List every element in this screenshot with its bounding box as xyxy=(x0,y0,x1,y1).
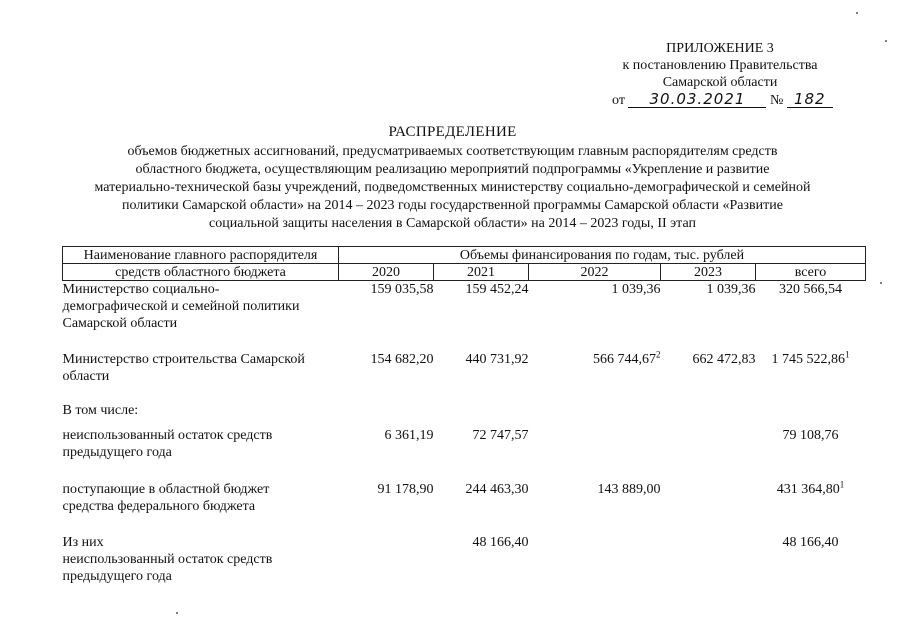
cell-2020 xyxy=(339,534,434,590)
footnote-mark: 2 xyxy=(656,348,661,359)
cell-total xyxy=(756,478,866,534)
appendix-line-2: Самарской области xyxy=(662,75,778,90)
subtitle-line: областного бюджета, осуществляющим реализацию мероприятий подпрограммы «Укрепление и развитие xyxy=(135,162,770,177)
subtitle-line: политики Самарской области» на 2014 – 2023 годы государственной программы Самарской области «Развитие xyxy=(122,198,783,213)
row-name: поступающие в областной бюджет средства федерального бюджета xyxy=(62,481,270,514)
cell-2023: 662 472,83 xyxy=(692,351,756,367)
row-name: неиспользованный остаток средств предыдущего года xyxy=(62,427,273,460)
column-header-2023: 2023 xyxy=(661,264,756,281)
date-prefix: от xyxy=(612,93,625,108)
document-subtitle xyxy=(50,143,855,233)
cell-2022: 1 039,36 xyxy=(611,282,661,297)
cell-2020: 159 035,58 xyxy=(370,282,434,297)
cell-2021: 244 463,30 xyxy=(465,481,529,497)
row-name: Из них неиспользованный остаток средств предыдущего года xyxy=(62,534,273,584)
handwritten-number: 182 xyxy=(787,92,833,108)
cell-2021: 440 731,92 xyxy=(465,351,529,367)
row-name: Министерство строительства Самарской области xyxy=(62,351,305,384)
cell-2023 xyxy=(661,481,756,534)
column-header-2021: 2021 xyxy=(434,264,529,281)
number-prefix: № xyxy=(769,93,784,108)
cell-2022: 143 889,00 xyxy=(597,481,661,497)
cell-2023 xyxy=(661,427,756,481)
table-row xyxy=(63,534,866,590)
cell-2021: 48 166,40 xyxy=(472,534,529,550)
document-title: РАСПРЕДЕЛЕНИЕ xyxy=(388,124,517,140)
scan-speck xyxy=(885,40,887,42)
cell-2021: 72 747,57 xyxy=(472,427,529,443)
appendix-block xyxy=(590,40,850,109)
column-header-2022: 2022 xyxy=(529,264,661,281)
table-row xyxy=(63,351,866,402)
scan-speck xyxy=(856,12,858,14)
cell-2023: 1 039,36 xyxy=(706,282,756,297)
appendix-heading: ПРИЛОЖЕНИЕ 3 xyxy=(666,41,774,56)
scan-speck xyxy=(176,612,178,614)
subtitle-line: материально-технической базы учреждений, подведомственных министерству социально-демографической и семейной xyxy=(94,180,811,195)
header-name-line-1: Наименование главного распорядителя xyxy=(63,247,339,264)
cell-2022 xyxy=(529,427,661,481)
cell-2022 xyxy=(529,534,661,590)
row-name: В том числе: xyxy=(62,402,139,418)
table-row xyxy=(63,402,866,427)
appendix-date-line xyxy=(590,92,850,109)
cell-2020: 6 361,19 xyxy=(384,427,434,443)
subtitle-line: социальной защиты населения в Самарской области» на 2014 – 2023 годы, II этап xyxy=(209,216,696,231)
cell-2022-value: 566 744,67 xyxy=(593,351,656,367)
cell-2023 xyxy=(661,534,756,590)
footnote-mark: 1 xyxy=(839,478,845,489)
cell-2020: 91 178,90 xyxy=(377,481,434,497)
table-row xyxy=(63,281,866,351)
header-funding: Объемы финансирования по годам, тыс. рублей xyxy=(339,247,866,264)
cell-2020: 154 682,20 xyxy=(370,351,434,367)
cell-total: 79 108,76 xyxy=(782,427,839,443)
row-name: Министерство социально- демографической и семейной политики Самарской области xyxy=(62,282,300,331)
cell-total-value: 1 745 522,86 xyxy=(771,351,845,367)
appendix-line-1: к постановлению Правительства xyxy=(622,58,818,73)
cell-total: 48 166,40 xyxy=(782,534,839,550)
scan-speck xyxy=(880,282,882,284)
subtitle-line: объемов бюджетных ассигнований, предусматриваемых соответствующим главным распорядителям средств xyxy=(127,144,778,159)
cell-total xyxy=(756,348,866,402)
table-row xyxy=(63,427,866,481)
header-name-line-2: средств областного бюджета xyxy=(63,264,339,281)
cell-total: 320 566,54 xyxy=(779,282,842,297)
cell-2022 xyxy=(529,348,661,402)
footnote-mark: 1 xyxy=(845,348,850,359)
cell-2021: 159 452,24 xyxy=(465,282,529,297)
cell-total-value: 431 364,80 xyxy=(776,481,840,497)
handwritten-date: 30.03.2021 xyxy=(628,92,766,108)
table-row xyxy=(63,481,866,534)
funding-table xyxy=(62,246,866,590)
column-header-2020: 2020 xyxy=(339,264,434,281)
column-header-total: всего xyxy=(756,264,866,281)
